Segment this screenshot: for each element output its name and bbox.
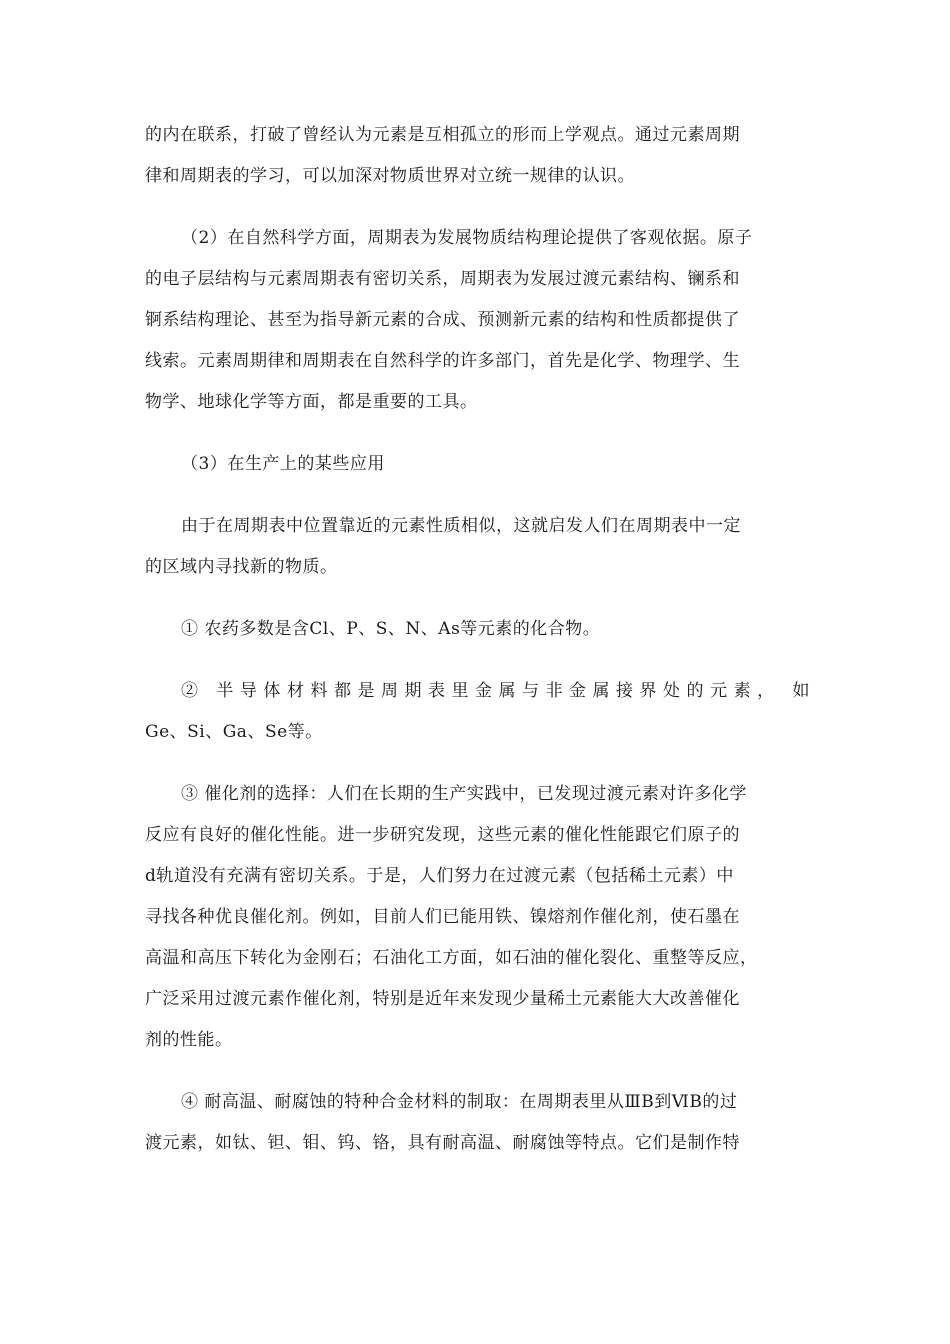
text-line: d轨道没有充满有密切关系。于是，人们努力在过渡元素（包括稀土元素）中 [145,866,734,886]
text-line: ④ 耐高温、耐腐蚀的特种合金材料的制取：在周期表里从ⅢB到ⅥB的过 [181,1092,738,1112]
text-line: 高温和高压下转化为金刚石；石油化工方面，如石油的催化裂化、重整等反应， [145,948,758,968]
text-line: 的电子层结构与元素周期表有密切关系，周期表为发展过渡元素结构、镧系和 [145,269,740,289]
text-line: 寻找各种优良催化剂。例如，目前人们已能用铁、镍熔剂作催化剂，使石墨在 [145,907,740,927]
text-line: 渡元素，如钛、钽、钼、钨、铬，具有耐高温、耐腐蚀等特点。它们是制作特 [145,1133,740,1153]
paragraph-intro [145,506,810,588]
text-line: 广泛采用过渡元素作催化剂，特别是近年来发现少量稀土元素能大大改善催化 [145,989,740,1009]
text-line: 锕系结构理论、甚至为指导新元素的合成、预测新元素的结构和性质都提供了 [145,310,740,330]
text-line: 的内在联系，打破了曾经认为元素是互相孤立的形而上学观点。通过元素周期 [145,125,740,145]
text-line: （2）在自然科学方面，周期表为发展物质结构理论提供了客观依据。原子 [181,228,753,248]
text-line: 由于在周期表中位置靠近的元素性质相似，这就启发人们在周期表中一定 [181,516,741,536]
text-line: Ge、Si、Ga、Se等。 [145,722,323,742]
list-item-alloys [145,1082,810,1164]
list-item-pesticides [145,609,810,650]
text-line: 物学、地球化学等方面，都是重要的工具。 [145,392,478,412]
paragraph-natural-science [145,218,810,423]
list-item-catalysts [145,774,810,1061]
text-line: 的区域内寻找新的物质。 [145,557,338,577]
text-line: 律和周期表的学习，可以加深对物质世界对立统一规律的认识。 [145,166,635,186]
text-line: 剂的性能。 [145,1030,233,1050]
text-line: 线索。元素周期律和周期表在自然科学的许多部门，首先是化学、物理学、生 [145,351,740,371]
text-line: ① 农药多数是含Cl、P、S、N、As等元素的化合物。 [181,619,601,639]
paragraph-continuation [145,115,810,197]
paragraph-heading-production [145,444,810,485]
section-heading: （3）在生产上的某些应用 [181,454,385,474]
list-item-semiconductors [145,671,810,753]
text-line: ② 半导体材料都是周期表里金属与非金属接界处的元素， 如 [181,681,810,701]
text-line: ③ 催化剂的选择：人们在长期的生产实践中，已发现过渡元素对许多化学 [181,784,747,804]
document-body [145,115,810,1185]
text-line: 反应有良好的催化性能。进一步研究发现，这些元素的催化性能跟它们原子的 [145,825,740,845]
